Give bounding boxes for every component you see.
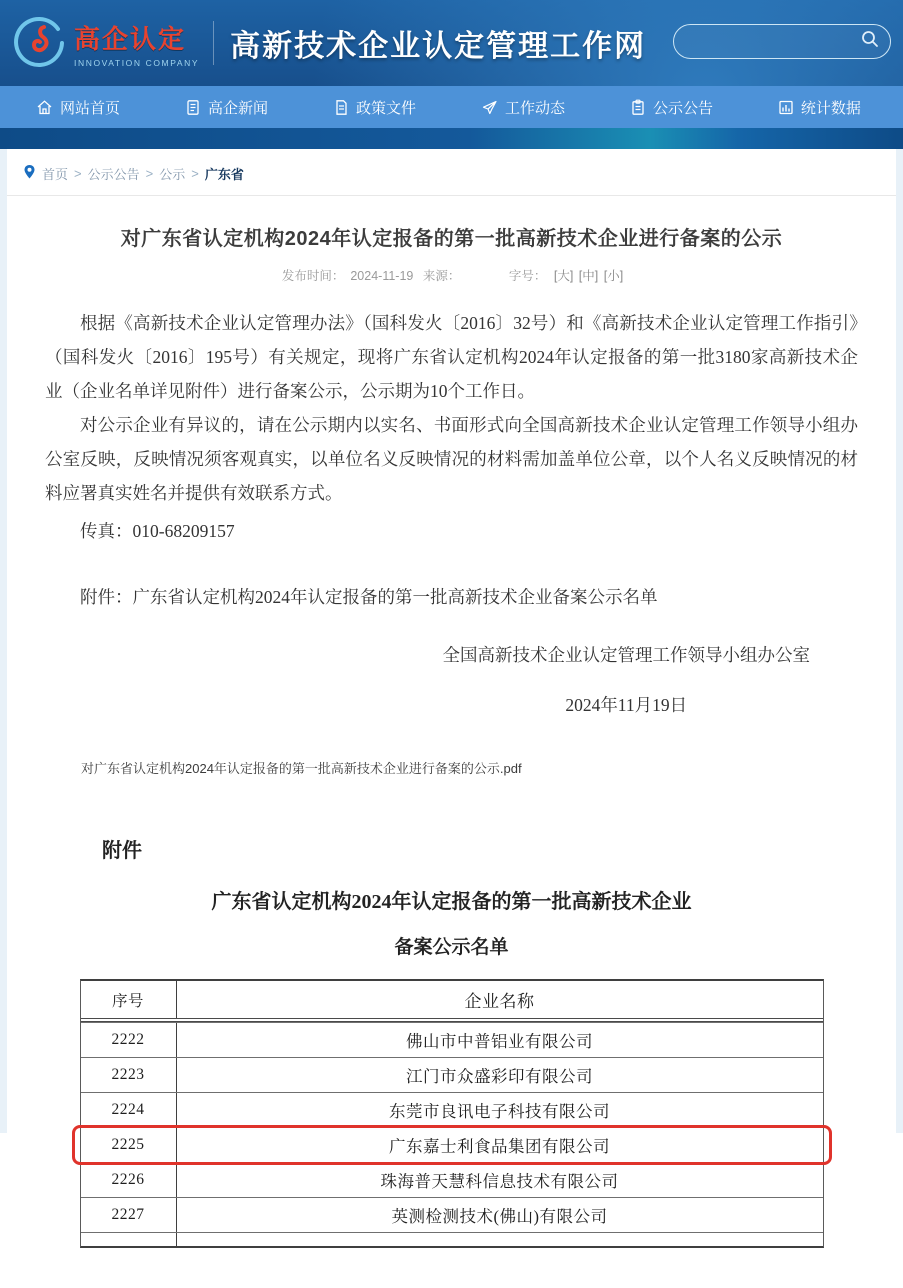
source-label: 来源： xyxy=(422,269,461,283)
breadcrumb-home[interactable]: 首页 xyxy=(42,167,69,182)
signature-block xyxy=(45,638,858,722)
nav-label: 政策文件 xyxy=(355,99,416,117)
breadcrumb-notices[interactable]: 公示公告 xyxy=(87,167,140,182)
nav-label: 统计数据 xyxy=(800,99,861,117)
pdf-attachment-link[interactable]: 对广东省认定机构2024年认定报备的第一批高新技术企业进行备案的公示.pdf xyxy=(81,761,522,776)
nav-item-home[interactable] xyxy=(36,97,120,118)
publish-time-label: 发布时间： xyxy=(281,269,345,283)
nav-label: 网站首页 xyxy=(60,99,121,117)
search-box[interactable] xyxy=(673,24,891,59)
table-row xyxy=(81,1022,823,1057)
header-serial-number: 序号 xyxy=(81,981,177,1018)
breadcrumb-publicity[interactable]: 公示 xyxy=(159,167,186,182)
article-title: 对广东省认定机构2024年认定报备的第一批高新技术企业进行备案的公示 xyxy=(120,228,783,250)
location-pin-icon xyxy=(23,164,36,183)
font-size-small-button[interactable]: [小] xyxy=(603,269,624,283)
nav-label: 高企新闻 xyxy=(207,99,268,117)
breadcrumb xyxy=(7,149,896,196)
breadcrumb-guangdong[interactable]: 广东省 xyxy=(204,167,244,182)
clipboard-icon xyxy=(630,99,646,116)
header-company-name: 企业名称 xyxy=(464,992,535,1011)
nav-item-stats[interactable] xyxy=(778,97,861,118)
row-serial: 2227 xyxy=(81,1198,177,1232)
home-icon xyxy=(36,99,53,116)
attachment-preview xyxy=(7,834,896,1248)
nav-item-policy[interactable] xyxy=(333,97,416,118)
article-body xyxy=(7,306,896,722)
site-header xyxy=(0,0,903,86)
nav-label: 工作动态 xyxy=(504,99,565,117)
paragraph-2: 对公示企业有异议的，请在公示期内以实名、书面形式向全国高新技术企业认定管理工作领导小组办公室反映，反映情况须客观真实，以单位名义反映情况的材料需加盖单位公章，以个人名义反映情况的材料应署真实姓名并提供有效联系方式。 xyxy=(45,415,858,503)
table-row xyxy=(81,1057,823,1092)
banner-strip xyxy=(0,128,903,149)
attachment-reference-line: 附件：广东省认定机构2024年认定报备的第一批高新技术企业备案公示名单 xyxy=(80,587,658,607)
row-company: 江门市众盛彩印有限公司 xyxy=(406,1067,593,1086)
row-serial: 2223 xyxy=(81,1058,177,1092)
table-row-cutoff xyxy=(81,1232,823,1246)
row-company: 东莞市良讯电子科技有限公司 xyxy=(389,1102,610,1121)
row-serial: 2222 xyxy=(81,1023,177,1057)
font-size-large-button[interactable]: [大] xyxy=(553,269,574,283)
attachment-title-line2: 备案公示名单 xyxy=(394,937,509,958)
signature-office: 全国高新技术企业认定管理工作领导小组办公室 xyxy=(442,645,810,665)
attachment-label: 附件 xyxy=(102,840,142,862)
row-serial: 2225 xyxy=(81,1128,177,1162)
site-logo[interactable] xyxy=(14,15,199,72)
content-panel xyxy=(7,149,896,1288)
publish-date: 2024-11-19 xyxy=(350,269,414,283)
nav-item-notice[interactable] xyxy=(630,97,713,118)
logo-text-zh: 高企认定 xyxy=(74,23,187,54)
signature-date: 2024年11月19日 xyxy=(565,695,688,715)
row-serial: 2224 xyxy=(81,1093,177,1127)
site-title: 高新技术企业认定管理工作网 xyxy=(230,30,647,63)
nav-item-news[interactable] xyxy=(185,97,268,118)
breadcrumb-separator: > xyxy=(74,166,82,181)
paragraph-1: 根据《高新技术企业认定管理办法》（国科发火〔2016〕32号）和《高新技术企业认定管理工作指引》（国科发火〔2016〕195号）有关规定，现将广东省认定机构2024年认定报备的第一批3180家高新技术企业（企业名单详见附件）进行备案公示，公示期为10个工作日。 xyxy=(45,313,858,401)
table-row xyxy=(81,1162,823,1197)
fax-line: 传真：010-68209157 xyxy=(80,521,235,541)
company-table xyxy=(80,979,824,1248)
breadcrumb-separator: > xyxy=(145,166,154,181)
nav-label: 公示公告 xyxy=(652,99,713,117)
row-company xyxy=(177,1233,823,1247)
breadcrumb-separator: > xyxy=(191,166,199,181)
attachment-title-line1: 广东省认定机构2024年认定报备的第一批高新技术企业 xyxy=(211,891,692,913)
row-company: 佛山市中普铝业有限公司 xyxy=(406,1032,593,1051)
news-doc-icon xyxy=(185,99,201,116)
logo-text-en: INNOVATION COMPANY xyxy=(74,57,200,68)
row-serial: 2226 xyxy=(81,1163,177,1197)
logo-swoosh-icon xyxy=(14,15,66,72)
bar-chart-icon xyxy=(778,99,794,116)
main-nav xyxy=(0,86,903,128)
font-size-medium-button[interactable]: [中] xyxy=(578,269,599,283)
row-company: 英测检测技术(佛山)有限公司 xyxy=(391,1207,608,1226)
row-company: 广东嘉士利食品集团有限公司 xyxy=(389,1137,610,1156)
search-input[interactable] xyxy=(688,34,860,49)
table-header-row xyxy=(81,981,823,1022)
table-row-highlighted xyxy=(81,1127,823,1162)
article-meta xyxy=(7,266,896,284)
search-icon[interactable] xyxy=(860,29,880,54)
row-company: 珠海普天慧科信息技术有限公司 xyxy=(380,1172,619,1191)
font-size-label: 字号： xyxy=(508,269,547,283)
table-row xyxy=(81,1092,823,1127)
nav-item-work[interactable] xyxy=(481,97,565,118)
header-divider xyxy=(213,21,214,65)
table-row xyxy=(81,1197,823,1232)
paper-plane-icon xyxy=(481,99,498,116)
policy-doc-icon xyxy=(333,99,349,116)
row-serial xyxy=(81,1233,177,1247)
